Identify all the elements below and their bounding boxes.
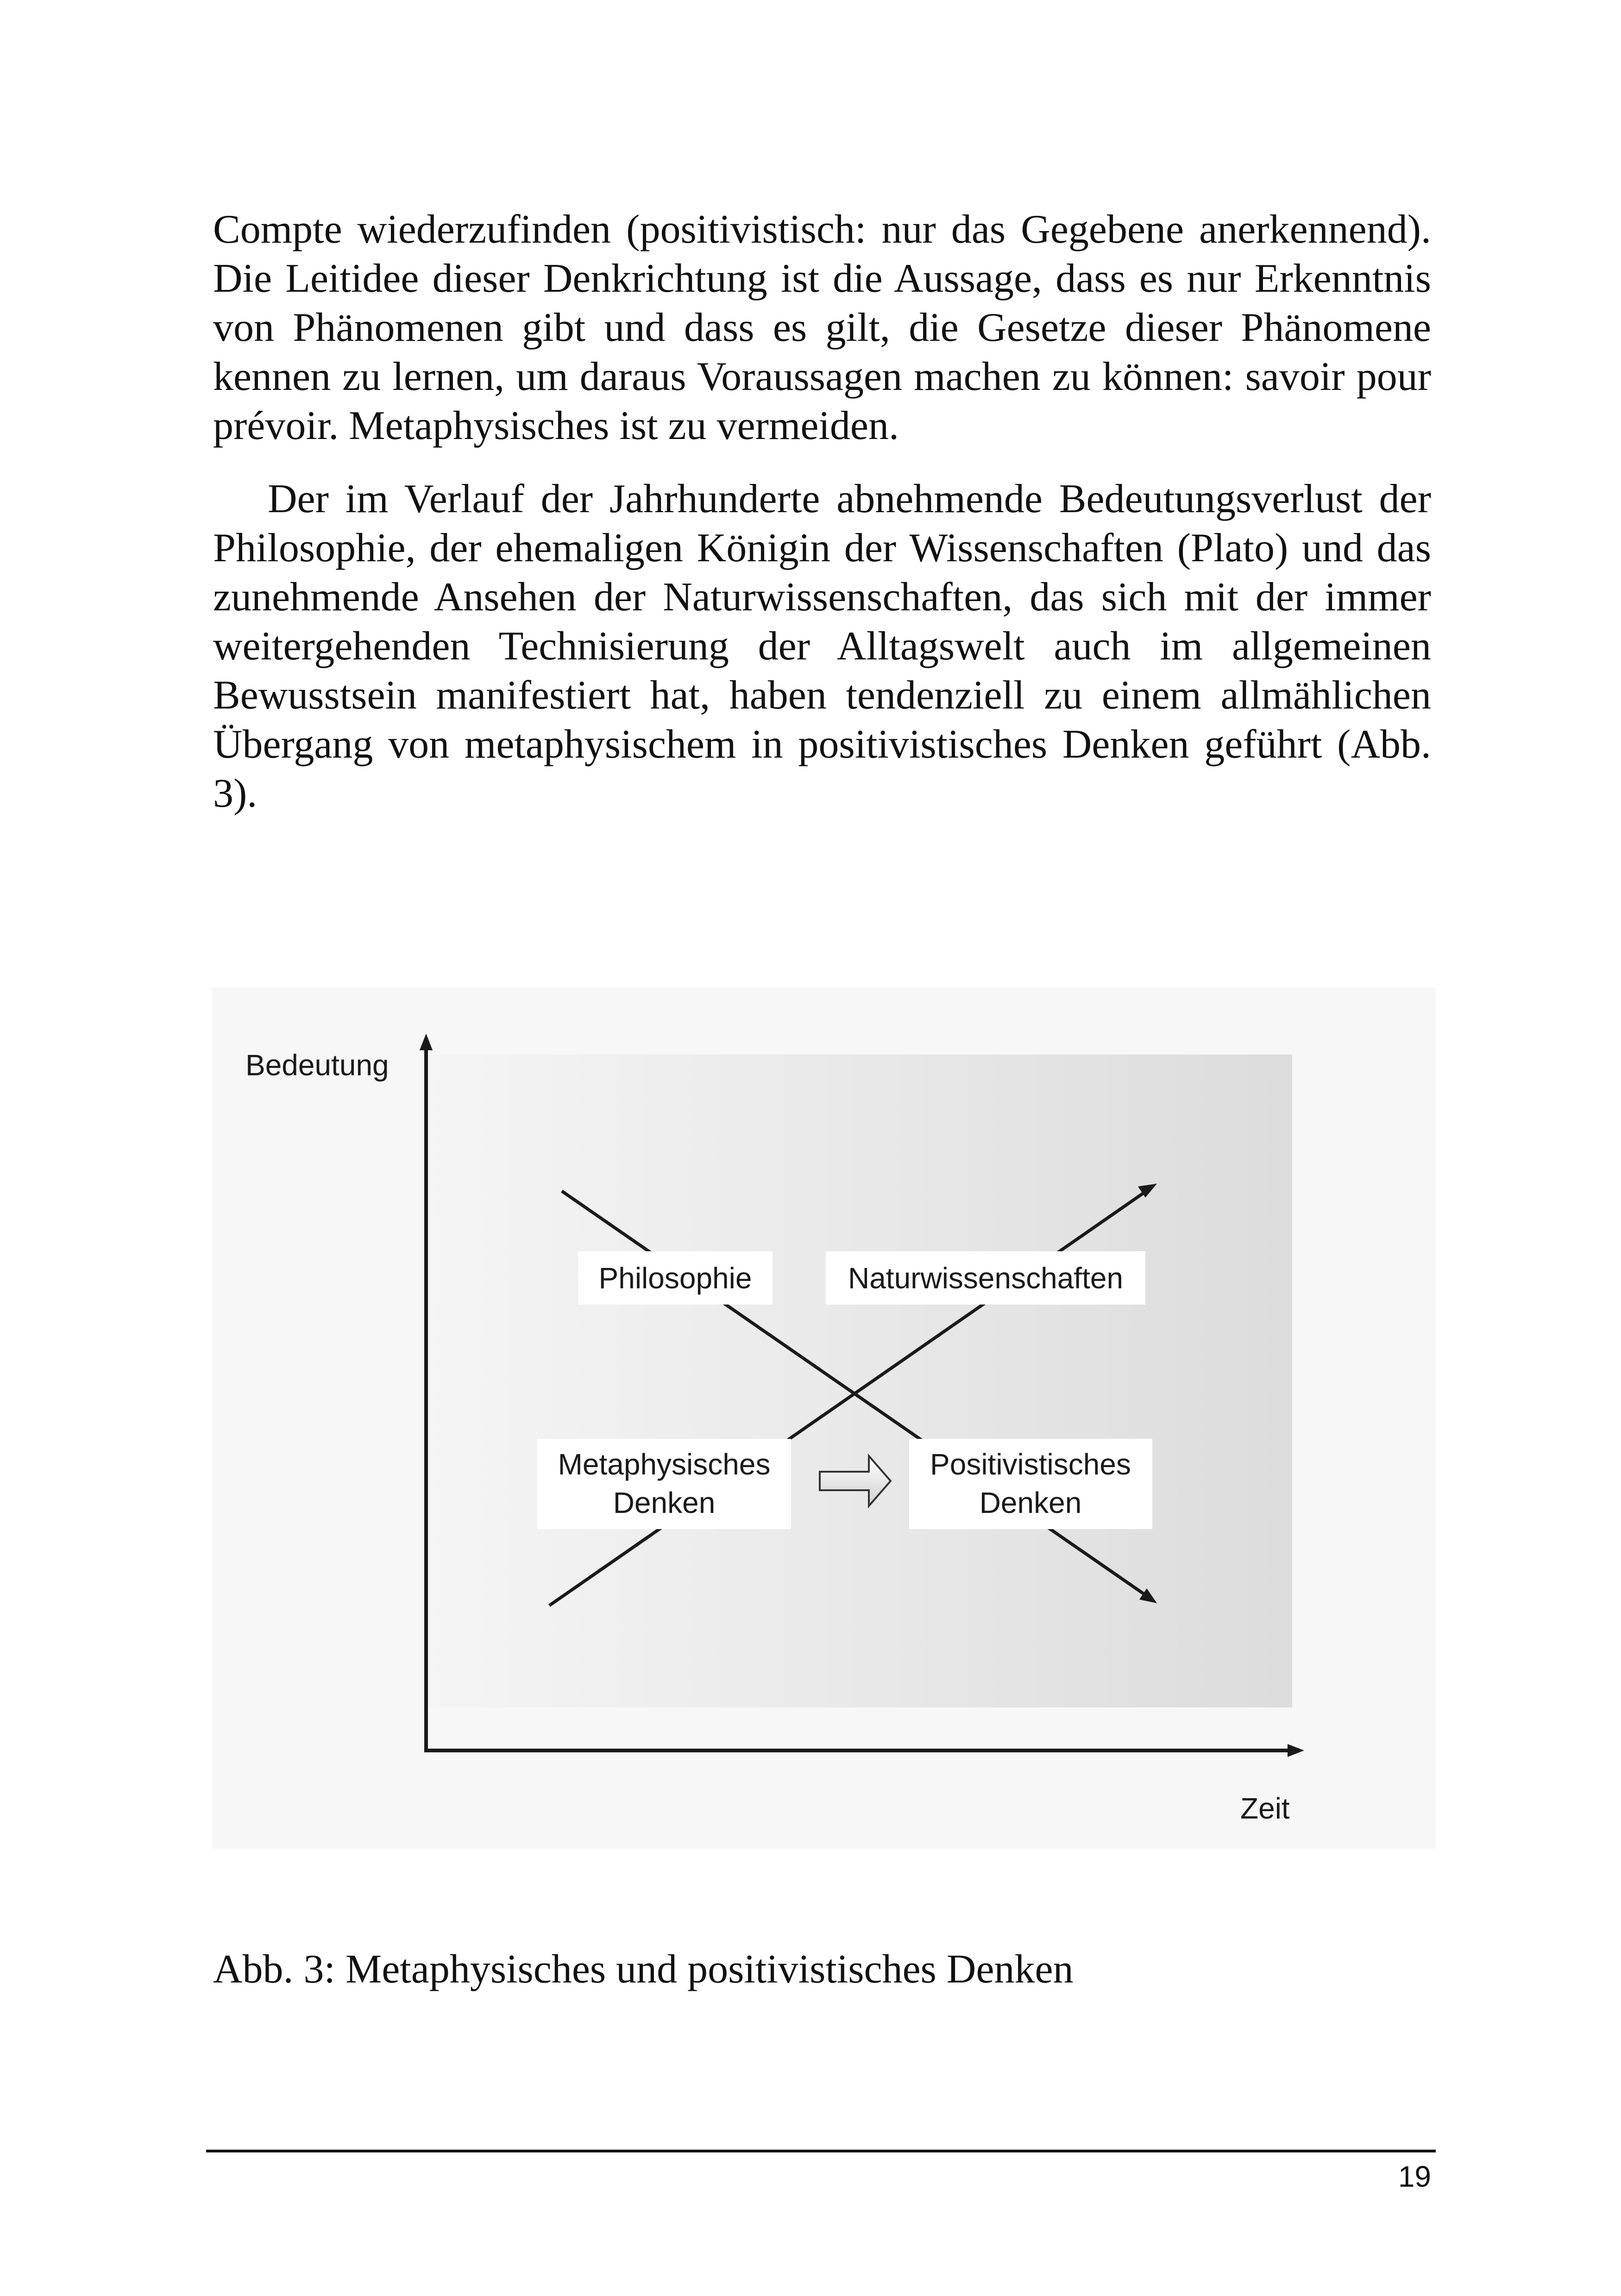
y-axis-label: Bedeutung — [245, 1048, 389, 1082]
figure-caption: Abb. 3: Metaphysisches und positivistisches Denken — [213, 1947, 1074, 1992]
body-paragraph-2 — [213, 475, 1431, 818]
metaphysisch-label-line-1: Metaphysisches — [558, 1448, 771, 1481]
paragraph-text: Der im Verlauf der Jahrhunderte abnehmende Bedeutungsverlust der Philosophie, der ehemaligen Königin der Wissenschaften (Plato) und das zunehmende Ansehen der Naturwissenschaften, das sich mit der immer weitergehenden Technisierung der Alltagswelt auch im allgemeinen Bewusstsein manifestiert hat, haben tendenziell zu einem allmählichen Übergang von metaphysischem in positivistisches Denken geführt (Abb. 3). — [213, 477, 1431, 816]
positivistisch-label-line-2: Denken — [979, 1486, 1082, 1519]
page-number: 19 — [1398, 2160, 1431, 2193]
metaphysisch-label-line-2: Denken — [613, 1486, 716, 1519]
paragraph-text: Compte wiederzufinden (positivistisch: nur das Gegebene anerkennend). Die Leitidee dieser Denkrichtung ist die Aussage, dass es nur Erkenntnis von Phänomenen gibt und dass es gilt, die Gesetze dieser Phänomene kennen zu lernen, um daraus Voraussagen machen zu können: savoir pour prévoir. Metaphysisches ist zu vermeiden. — [213, 207, 1431, 448]
positivistisch-label-line-1: Positivistisches — [930, 1448, 1131, 1481]
diagram-svg — [212, 987, 1436, 1849]
footer-divider — [206, 2150, 1436, 2152]
figure-diagram — [212, 987, 1436, 1849]
x-axis-label: Zeit — [1240, 1792, 1290, 1825]
philosophie-label: Philosophie — [598, 1261, 752, 1295]
plot-area — [426, 1054, 1292, 1707]
body-paragraph-1 — [213, 205, 1431, 451]
naturwissenschaften-label: Naturwissenschaften — [848, 1261, 1124, 1295]
